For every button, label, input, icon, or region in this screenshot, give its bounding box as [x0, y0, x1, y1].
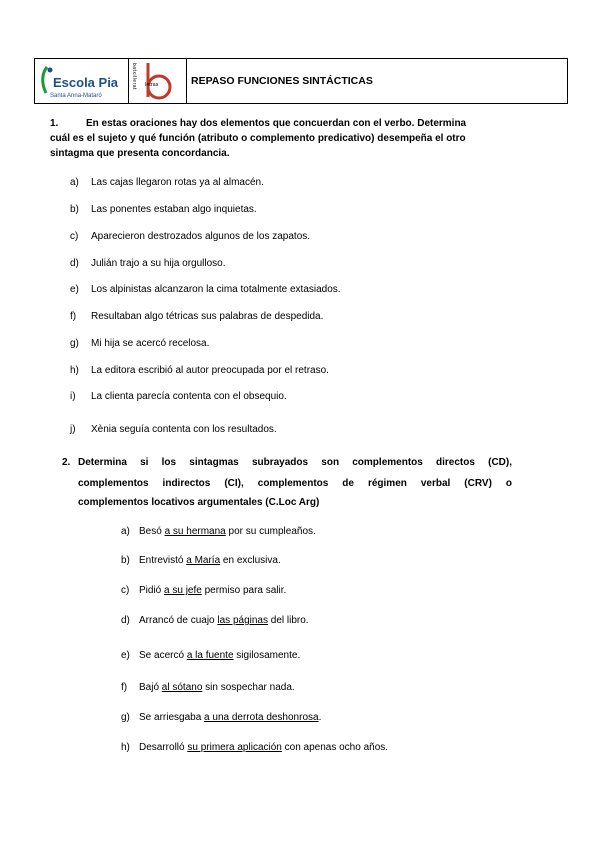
q1-text-line3: sintagma que presenta concordancia.: [50, 148, 230, 159]
q1-item-text: Las cajas llegaron rotas ya al almacén.: [91, 177, 264, 188]
q2-item-text-post: por su cumpleaños.: [225, 526, 316, 537]
q1-item: [70, 391, 287, 402]
q2-item-text-pre: Se arriesgaba: [139, 712, 205, 723]
q2-item: [121, 682, 295, 693]
q1-item-text: Julián trajo a su hija orgulloso.: [91, 258, 226, 269]
q1-item-text: Mi hija se acercó recelosa.: [91, 338, 210, 349]
q2-item: [121, 526, 316, 537]
q1-item-text: Xènia seguía contenta con los resultados.: [91, 424, 277, 435]
q2-item-text-post: .: [318, 712, 322, 723]
q2-item: [121, 650, 300, 661]
q1-item: [70, 338, 209, 349]
q2-item-text-pre: Besó: [139, 526, 165, 537]
q2-item-text-pre: Pidió: [139, 585, 165, 596]
q2-item-text-pre: Bajó: [139, 682, 162, 693]
q1-text-line1: En estas oraciones hay dos elementos que concuerdan con el verbo. Determina: [86, 118, 467, 129]
q2-text-line1: Determina si los sintagmas subrayados son complementos directos (CD),: [78, 457, 512, 468]
q1-item-label: h): [70, 365, 79, 376]
logo-bb-vertical-text: batxillerat: [131, 63, 137, 90]
q1-item-label: j): [70, 424, 76, 435]
q1-item-text: Las ponentes estaban algo inquietas.: [91, 204, 257, 215]
q2-item-label: c): [121, 585, 130, 596]
q2-item-text-post: sigilosamente.: [233, 650, 301, 661]
q2-item-text-pre: Entrevistó: [139, 555, 187, 566]
q1-text-line2: cuál es el sujeto y qué función (atributo o complemento predicativo) desempeña el otro: [50, 133, 466, 144]
q2-item: [121, 742, 388, 753]
q2-item-underlined-phrase: su primera aplicación: [187, 742, 282, 753]
q2-item-text-pre: Se acercó: [139, 650, 187, 661]
q2-number: 2.: [62, 457, 71, 468]
q1-item-label: a): [70, 177, 79, 188]
q2-item-underlined-phrase: a María: [186, 555, 221, 566]
page-title: REPASO FUNCIONES SINTÁCTICAS: [191, 75, 373, 87]
q2-item-underlined-phrase: a la fuente: [186, 650, 234, 661]
q2-text-line2: complementos indirectos (CI), complementos de régimen verbal (CRV) o: [78, 478, 512, 489]
q2-item-label: b): [121, 555, 130, 566]
q1-item: [70, 311, 323, 322]
b-letter-icon: [140, 61, 180, 101]
q1-item-label: c): [70, 231, 79, 242]
q1-item-label: b): [70, 204, 79, 215]
q2-item-label: g): [121, 712, 130, 723]
q2-item-underlined-phrase: al sótano: [161, 682, 203, 693]
q1-item: [70, 258, 226, 269]
q2-item-text-pre: Desarrolló: [139, 742, 188, 753]
q2-item-label: f): [121, 682, 128, 693]
q2-item: [121, 585, 286, 596]
q2-item-text-post: en exclusiva.: [220, 555, 281, 566]
q1-item-label: d): [70, 258, 79, 269]
q1-item-text: Aparecieron destrozados algunos de los zapatos.: [91, 231, 311, 242]
q1-item: [70, 177, 264, 188]
q1-item: [70, 424, 277, 435]
q1-number: 1.: [50, 118, 59, 129]
q2-item-text-post: permiso para salir.: [201, 585, 287, 596]
q2-item-text-post: del libro.: [267, 615, 309, 626]
header-table: [34, 58, 568, 104]
q1-item: [70, 231, 310, 242]
logo-school-subtitle: Santa Anna-Mataró: [50, 93, 102, 99]
q2-item-underlined-phrase: a una derrota deshonrosa: [204, 712, 319, 723]
q1-item-label: g): [70, 338, 79, 349]
q1-item: [70, 365, 329, 376]
q1-item-text: Los alpinistas alcanzaron la cima totalmente extasiados.: [91, 284, 341, 295]
q2-item-label: d): [121, 615, 130, 626]
q1-item-label: e): [70, 284, 79, 295]
q2-item-underlined-phrase: a su hermana: [164, 526, 226, 537]
q1-item-text: La clienta parecía contenta con el obsequio.: [91, 391, 287, 402]
q2-item-text-post: con apenas ocho años.: [281, 742, 389, 753]
q2-item-underlined-phrase: las páginas: [217, 615, 268, 626]
q2-item-text-post: sin sospechar nada.: [202, 682, 295, 693]
q2-item-label: h): [121, 742, 130, 753]
q2-item-label: e): [121, 650, 130, 661]
q2-item-text-pre: Arrancó de cuajo: [139, 615, 218, 626]
q2-item: [121, 555, 281, 566]
q1-item: [70, 204, 257, 215]
school-logo: [35, 59, 129, 103]
q1-item-text: Resultaban algo tétricas sus palabras de despedida.: [91, 311, 324, 322]
q1-item-text: La editora escribió al autor preocupada por el retraso.: [91, 365, 329, 376]
batxillerat-logo: [129, 59, 187, 103]
q2-item-underlined-phrase: a su jefe: [164, 585, 202, 596]
q1-item: [70, 284, 341, 295]
logo-school-name: Escola Pia: [53, 75, 119, 90]
q2-text-line3: complementos locativos argumentales (C.Loc Arg): [78, 497, 320, 508]
q2-item: [121, 615, 309, 626]
q2-item: [121, 712, 321, 723]
q1-item-label: f): [70, 311, 77, 322]
logo-bb-subtext: letras: [145, 82, 159, 88]
q2-item-label: a): [121, 526, 130, 537]
q1-item-label: i): [70, 391, 76, 402]
